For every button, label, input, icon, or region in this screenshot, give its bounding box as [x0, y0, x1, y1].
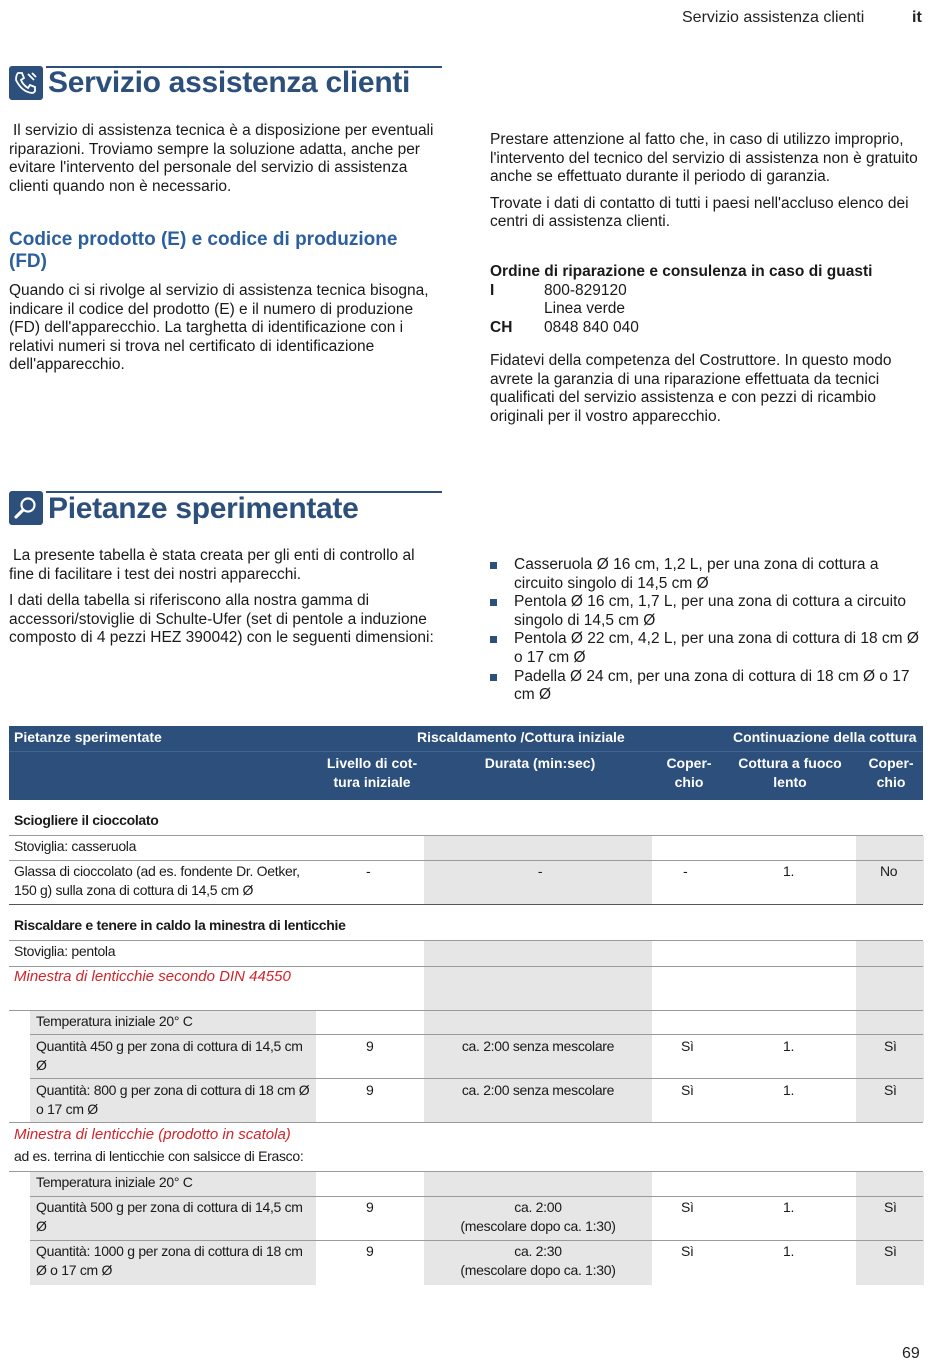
bullet-item: Pentola Ø 16 cm, 1,7 L, per una zona di cottura a circuito singolo di 14,5 cm Ø: [490, 593, 922, 630]
row-divider: [9, 860, 923, 861]
dish-type: Stoviglia: pentola: [14, 943, 116, 959]
cell-lid2: Sì: [884, 1243, 897, 1259]
contact-block: [490, 263, 922, 337]
row-divider: [9, 904, 923, 905]
sub-heading: Minestra di lenticchie (prodotto in scatola): [14, 1126, 291, 1143]
contact-country: I: [490, 281, 495, 299]
th-lid2: Coper- chio: [868, 755, 914, 790]
contact-row-note: [490, 300, 922, 319]
contact-country: CH: [490, 318, 513, 336]
cell-level: -: [366, 863, 371, 879]
cell-simmer: 1.: [783, 1038, 795, 1054]
contact-number: 800-829120: [544, 281, 627, 299]
th-dish: Pietanze sperimentate: [14, 729, 162, 745]
row-divider: [30, 1034, 923, 1035]
row-label: Glassa di cioccolato (ad es. fondente Dr. Oetker, 150 g) sulla zona di cottura di 14,5 cm Ø: [14, 863, 300, 898]
cell-simmer: 1.: [783, 863, 795, 879]
cell-simmer: 1.: [783, 1243, 795, 1259]
row-label: Quantità: 1000 g per zona di cottura di 18 cm Ø o 17 cm Ø: [36, 1243, 303, 1278]
cell-duration: ca. 2:00 senza mescolare: [461, 1038, 615, 1054]
sub-note: ad es. terrina di lenticchie con salsicce di Erasco:: [14, 1148, 304, 1164]
section1-subtitle: Codice prodotto (E) e codice di produzione (FD): [9, 229, 398, 272]
running-header-lang: it: [912, 9, 922, 26]
grey-fill: [856, 1172, 924, 1285]
th-cont: Continuazione della cottura: [733, 729, 917, 745]
cell-level: 9: [366, 1199, 374, 1215]
section1-title: Servizio assistenza clienti: [48, 66, 411, 99]
bullet-item: Casseruola Ø 16 cm, 1,2 L, per una zona di cottura a circuito singolo di 14,5 cm Ø: [490, 556, 922, 593]
row-label: Quantità: 800 g per zona di cottura di 18 cm Ø o 17 cm Ø: [36, 1082, 310, 1117]
section1-right-p3-wrap: [490, 352, 922, 434]
cell-duration: ca. 2:00 (mescolare dopo ca. 1:30): [460, 1199, 616, 1234]
subtext: Quando ci si rivolge al servizio di assistenza tecnica bisogna, indicare il codice del prodotto (E) e il numero di produzione (FD) dell'apparecchio. La targhetta di identificazione con i relativi numeri si trova nel certificato di identificazione dell'apparecchio.: [9, 282, 429, 374]
cell-lid1: Sì: [681, 1199, 694, 1215]
header-divider: [9, 751, 923, 752]
cell-level: 9: [366, 1082, 374, 1098]
right-p3: Fidatevi della competenza del Costruttore. In questo modo avrete la garanzia di una riparazione effettuata da tecnici qualificati del servizio assistenza e con pezzi di ricambio originali per il vostro apparecchio.: [490, 352, 892, 425]
row-divider: [9, 940, 923, 941]
cell-simmer: 1.: [783, 1199, 795, 1215]
cell-lid2: Sì: [884, 1082, 897, 1098]
row-divider: [9, 1010, 923, 1011]
group-title: Sciogliere il cioccolato: [14, 812, 159, 828]
dish-type: Stoviglia: casseruola: [14, 838, 137, 854]
contact-number: 0848 840 040: [544, 318, 639, 336]
section2-left: [9, 547, 441, 656]
row-divider: [30, 1196, 923, 1197]
th-lid1: Coper- chio: [666, 755, 712, 790]
contact-row-ch: [490, 319, 922, 338]
section2-bullets: [490, 556, 922, 705]
cell-simmer: 1.: [783, 1082, 795, 1098]
contact-row-i: [490, 282, 922, 301]
right-p2: Trovate i dati di contatto di tutti i paesi nell'accluso elenco dei centri di assistenza clienti.: [490, 194, 909, 231]
running-header-title: Servizio assistenza clienti: [682, 9, 865, 26]
magnifier-icon: [9, 491, 43, 525]
cell-lid2: Sì: [884, 1038, 897, 1054]
contact-note: Linea verde: [544, 300, 626, 318]
section1-intro: [9, 122, 439, 204]
cell-lid2: Sì: [884, 1199, 897, 1215]
cell-duration: ca. 2:00 senza mescolare: [461, 1082, 615, 1098]
section2-p1: La presente tabella è stata creata per gli enti di controllo al fine di facilitare i test dei nostri apparecchi.: [9, 547, 415, 583]
row-divider: [30, 1078, 923, 1079]
th-level: Livello di cot- tura iniziale: [326, 755, 418, 790]
cell-duration: ca. 2:30 (mescolare dopo ca. 1:30): [460, 1243, 616, 1278]
cell-level: 9: [366, 1038, 374, 1054]
page-number: 69: [902, 1345, 920, 1362]
cell-lid1: Sì: [681, 1243, 694, 1259]
row-divider: [9, 1122, 923, 1123]
cell-lid1: -: [683, 863, 688, 879]
row-label: Quantità 500 g per zona di cottura di 14,5 cm Ø: [36, 1199, 303, 1234]
cell-duration: -: [537, 863, 543, 879]
row-divider: [9, 835, 923, 836]
contact-title: Ordine di riparazione e consulenza in caso di guasti: [490, 263, 873, 280]
section2-title: Pietanze sperimentate: [48, 492, 359, 525]
th-duration: Durata (min:sec): [484, 755, 596, 771]
row-divider: [9, 1171, 923, 1172]
row-label: Quantità 450 g per zona di cottura di 14,5 cm Ø: [36, 1038, 303, 1073]
right-p1: Prestare attenzione al fatto che, in caso di utilizzo improprio, l'intervento del tecnico del servizio di assistenza non è gratuito anche se effettuato durante il periodo di garanzia.: [490, 131, 918, 186]
th-heat: Riscaldamento /Cottura iniziale: [417, 729, 625, 745]
cell-level: 9: [366, 1243, 374, 1259]
intro-text: Il servizio di assistenza tecnica è a disposizione per eventuali riparazioni. Troviamo sempre la soluzione adatta, anche per evitare l'intervento del personale del servizio di assistenza clienti quando non è necessario.: [9, 122, 434, 195]
phone-wrench-icon: [9, 66, 43, 100]
temp-note: Temperatura iniziale 20° C: [36, 1013, 193, 1029]
bullet-item: Pentola Ø 22 cm, 4,2 L, per una zona di cottura di 18 cm Ø o 17 cm Ø: [490, 630, 922, 667]
cell-lid2: No: [880, 863, 898, 879]
cell-lid1: Sì: [681, 1082, 694, 1098]
group-title: Riscaldare e tenere in caldo la minestra di lenticchie: [14, 917, 346, 933]
bullet-item: Padella Ø 24 cm, per una zona di cottura di 18 cm Ø o 17 cm Ø: [490, 668, 922, 705]
row-divider: [30, 1240, 923, 1241]
cell-lid1: Sì: [681, 1038, 694, 1054]
sub-heading: Minestra di lenticchie secondo DIN 44550: [14, 968, 291, 985]
section2-p2: I dati della tabella si riferiscono alla nostra gamma di accessori/stoviglie di Schulte-Ufer (set di pentole a induzione composto di 4 pezzi HEZ 390042) con le seguenti dimensioni:: [9, 592, 434, 647]
temp-note: Temperatura iniziale 20° C: [36, 1174, 193, 1190]
th-simmer: Cottura a fuoco lento: [738, 755, 842, 790]
section1-right: [490, 131, 922, 240]
section1-subtext: [9, 282, 439, 383]
